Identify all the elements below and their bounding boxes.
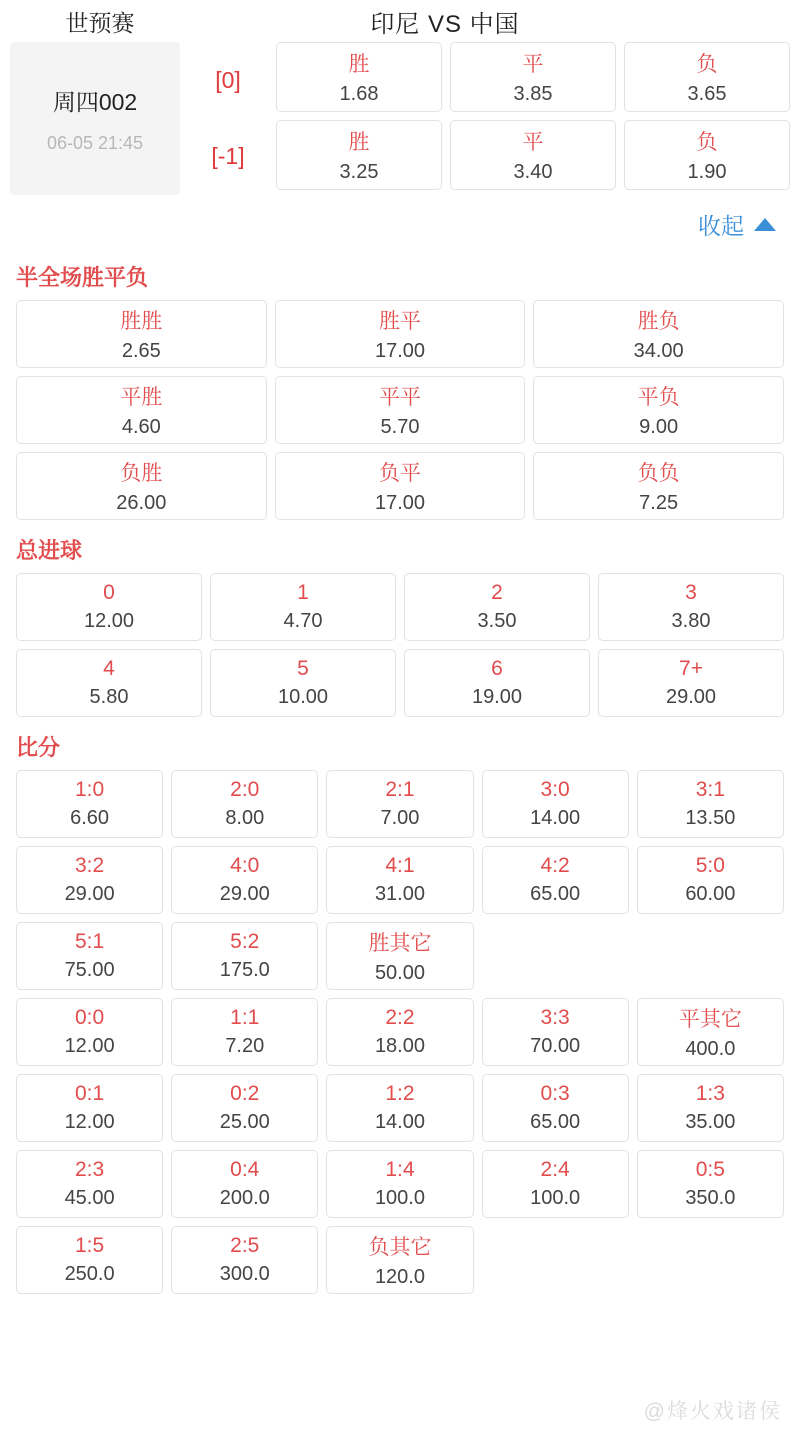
odds-value: 3.80 <box>671 610 711 632</box>
odds-value: 29.00 <box>665 686 717 708</box>
odds-label: 4 <box>103 657 115 680</box>
odds-value: 5.70 <box>380 416 420 438</box>
odds-value: 8.00 <box>225 807 265 829</box>
odds-label: 1:5 <box>74 1234 105 1257</box>
odds-label: 胜其它 <box>368 932 432 955</box>
odds-cell[interactable] <box>326 922 473 990</box>
odds-cell[interactable] <box>326 1150 473 1218</box>
odds-cell[interactable] <box>275 452 526 520</box>
odds-cell[interactable] <box>16 1226 163 1294</box>
odds-label: 胜胜 <box>120 310 163 333</box>
odds-cell-0-2[interactable] <box>624 42 790 112</box>
odds-label: 3 <box>685 581 697 604</box>
odds-value: 7.25 <box>639 492 679 514</box>
odds-cell[interactable] <box>16 1150 163 1218</box>
odds-label: 4:0 <box>230 854 260 877</box>
odds-label: 2:4 <box>540 1158 570 1181</box>
odds-cell-1-2[interactable] <box>624 120 790 190</box>
odds-label: 3:3 <box>540 1006 570 1029</box>
odds-label: 0:4 <box>230 1158 260 1181</box>
odds-label: 2:3 <box>74 1158 105 1181</box>
odds-label: 5 <box>297 657 309 680</box>
odds-cell[interactable] <box>326 1226 473 1294</box>
odds-label: 胜平 <box>378 310 421 333</box>
odds-cell[interactable] <box>482 846 629 914</box>
odds-value: 35.00 <box>685 1111 736 1133</box>
odds-label: 4:1 <box>385 854 415 877</box>
odds-label: 2:5 <box>230 1234 260 1257</box>
odds-cell[interactable] <box>533 376 784 444</box>
odds-label: 2 <box>491 581 503 604</box>
odds-cell[interactable] <box>326 770 473 838</box>
odds-value: 25.00 <box>219 1111 270 1133</box>
main-odds-rows <box>276 42 790 198</box>
odds-value: 70.00 <box>530 1035 581 1057</box>
odds-cell[interactable] <box>637 1150 784 1218</box>
odds-cell[interactable] <box>16 376 267 444</box>
collapse-toggle[interactable] <box>0 198 800 247</box>
match-datetime: 06-05 21:45 <box>46 132 144 153</box>
odds-label: 1:1 <box>230 1006 260 1029</box>
odds-value: 12.00 <box>83 610 135 632</box>
odds-cell[interactable] <box>326 846 473 914</box>
odds-label: 0:1 <box>74 1082 105 1105</box>
odds-cell[interactable] <box>171 770 318 838</box>
odds-cell[interactable] <box>16 770 163 838</box>
odds-value: 2.65 <box>121 340 161 362</box>
odds-value: 7.00 <box>380 807 420 829</box>
odds-value: 350.0 <box>685 1187 736 1209</box>
odds-cell[interactable] <box>275 300 526 368</box>
odds-label: 1:0 <box>74 778 105 801</box>
odds-label: 5:2 <box>230 930 260 953</box>
odds-cell[interactable] <box>16 922 163 990</box>
odds-cell[interactable] <box>637 770 784 838</box>
odds-value: 1.90 <box>687 161 727 183</box>
odds-value: 65.00 <box>530 1111 581 1133</box>
league-name: 世预赛 <box>65 9 135 36</box>
odds-label: 1 <box>297 581 309 604</box>
odds-label: 1:4 <box>385 1158 415 1181</box>
odds-value: 4.70 <box>283 610 323 632</box>
section-title: 半全场胜平负 <box>16 265 149 290</box>
odds-cell[interactable] <box>482 1150 629 1218</box>
odds-cell[interactable] <box>637 1074 784 1142</box>
odds-label: 3:1 <box>695 778 725 801</box>
odds-cell[interactable] <box>171 1226 318 1294</box>
odds-cell[interactable] <box>16 452 267 520</box>
odds-cell-0-1[interactable] <box>450 42 616 112</box>
odds-value: 4.60 <box>121 416 161 438</box>
odds-cell[interactable] <box>171 922 318 990</box>
odds-value: 31.00 <box>374 883 425 905</box>
odds-label: 平 <box>522 131 544 154</box>
odds-label: 1:3 <box>695 1082 725 1105</box>
odds-label: 0:2 <box>230 1082 260 1105</box>
odds-cell[interactable] <box>16 573 202 641</box>
odds-value: 175.0 <box>219 959 270 981</box>
odds-cell[interactable] <box>16 1074 163 1142</box>
odds-label: 胜 <box>348 53 370 76</box>
odds-cell-1-0[interactable] <box>276 120 442 190</box>
chevron-up-icon <box>754 218 776 231</box>
odds-label: 3:2 <box>74 854 105 877</box>
odds-label: 6 <box>491 657 503 680</box>
odds-value: 75.00 <box>64 959 115 981</box>
odds-value: 250.0 <box>64 1263 115 1285</box>
grid-cell-empty <box>637 922 784 990</box>
odds-label: 负负 <box>637 462 680 485</box>
odds-label: 0:5 <box>695 1158 725 1181</box>
odds-cell[interactable] <box>404 573 590 641</box>
odds-value: 12.00 <box>64 1111 115 1133</box>
odds-label: 胜负 <box>637 310 680 333</box>
odds-value: 65.00 <box>530 883 581 905</box>
odds-row-1 <box>276 120 790 190</box>
odds-value: 34.00 <box>633 340 684 362</box>
section-grid <box>0 770 800 1294</box>
odds-value: 100.0 <box>374 1187 425 1209</box>
odds-label: 平平 <box>378 386 421 409</box>
odds-value: 6.60 <box>70 807 110 829</box>
odds-value: 12.00 <box>64 1035 115 1057</box>
odds-value: 29.00 <box>219 883 270 905</box>
handicap-label-0: [0] <box>215 66 241 93</box>
odds-cell[interactable] <box>210 649 396 717</box>
odds-cell[interactable] <box>482 770 629 838</box>
odds-label: 2:1 <box>385 778 415 801</box>
odds-label: 平胜 <box>120 386 163 409</box>
odds-value: 14.00 <box>530 807 581 829</box>
odds-cell[interactable] <box>171 846 318 914</box>
section-title: 总进球 <box>16 538 83 563</box>
odds-value: 7.20 <box>225 1035 265 1057</box>
odds-label: 平其它 <box>678 1008 742 1031</box>
odds-value: 19.00 <box>471 686 523 708</box>
odds-value: 3.65 <box>687 83 727 105</box>
odds-cell[interactable] <box>16 998 163 1066</box>
odds-value: 60.00 <box>685 883 736 905</box>
odds-cell[interactable] <box>533 452 784 520</box>
odds-cell[interactable] <box>326 998 473 1066</box>
odds-value: 18.00 <box>374 1035 425 1057</box>
odds-value: 200.0 <box>219 1187 270 1209</box>
odds-label: 负 <box>696 131 718 154</box>
odds-value: 100.0 <box>530 1187 581 1209</box>
odds-cell[interactable] <box>598 573 784 641</box>
odds-label: 负平 <box>378 462 421 485</box>
odds-value: 45.00 <box>64 1187 115 1209</box>
odds-cell[interactable] <box>171 1074 318 1142</box>
odds-cell[interactable] <box>275 376 526 444</box>
odds-label: 平负 <box>637 386 680 409</box>
odds-cell[interactable] <box>637 998 784 1066</box>
odds-label: 平 <box>522 53 544 76</box>
odds-value: 9.00 <box>639 416 679 438</box>
handicap-column <box>180 42 276 194</box>
odds-value: 13.50 <box>685 807 736 829</box>
odds-label: 2:0 <box>230 778 260 801</box>
odds-label: 3:0 <box>540 778 570 801</box>
odds-cell[interactable] <box>637 846 784 914</box>
section-grid <box>0 300 800 520</box>
odds-cell-0-0[interactable] <box>276 42 442 112</box>
odds-value: 3.40 <box>513 161 553 183</box>
odds-value: 50.00 <box>374 962 425 984</box>
odds-label: 0 <box>103 581 115 604</box>
page-header <box>0 0 800 42</box>
match-title: 印尼 VS 中国 <box>370 10 520 38</box>
odds-cell-1-1[interactable] <box>450 120 616 190</box>
odds-value: 1.68 <box>339 83 379 105</box>
odds-cell[interactable] <box>482 1074 629 1142</box>
odds-label: 0:3 <box>540 1082 570 1105</box>
odds-cell[interactable] <box>326 1074 473 1142</box>
odds-label: 负其它 <box>368 1236 432 1259</box>
odds-row-0 <box>276 42 790 112</box>
collapse-label: 收起 <box>698 213 744 239</box>
odds-cell[interactable] <box>533 300 784 368</box>
odds-value: 400.0 <box>685 1038 736 1060</box>
match-number: 周四002 <box>52 88 138 115</box>
match-info-card[interactable] <box>10 42 180 195</box>
odds-label: 2:2 <box>385 1006 415 1029</box>
odds-value: 3.25 <box>339 161 379 183</box>
odds-cell[interactable] <box>404 649 590 717</box>
odds-value: 120.0 <box>374 1266 425 1288</box>
odds-value: 14.00 <box>374 1111 425 1133</box>
odds-value: 17.00 <box>374 340 426 362</box>
odds-value: 26.00 <box>116 492 167 514</box>
odds-label: 胜 <box>348 131 370 154</box>
odds-cell[interactable] <box>16 300 267 368</box>
odds-value: 10.00 <box>277 686 329 708</box>
odds-value: 3.85 <box>513 83 553 105</box>
grid-cell-empty <box>482 922 629 990</box>
section-grid <box>0 573 800 717</box>
odds-cell[interactable] <box>482 998 629 1066</box>
watermark: @烽火戏诸侯 <box>643 1400 782 1423</box>
odds-value: 5.80 <box>89 686 129 708</box>
odds-cell[interactable] <box>171 1150 318 1218</box>
odds-sections <box>0 247 800 1294</box>
odds-cell[interactable] <box>210 573 396 641</box>
odds-label: 7+ <box>679 657 703 680</box>
odds-cell[interactable] <box>598 649 784 717</box>
odds-label: 5:1 <box>74 930 105 953</box>
odds-cell[interactable] <box>16 649 202 717</box>
main-odds-block <box>0 42 800 198</box>
odds-label: 1:2 <box>385 1082 415 1105</box>
odds-label: 5:0 <box>695 854 725 877</box>
handicap-label-1: [-1] <box>211 142 245 169</box>
odds-value: 29.00 <box>64 883 115 905</box>
odds-value: 3.50 <box>477 610 517 632</box>
odds-cell[interactable] <box>171 998 318 1066</box>
odds-label: 负胜 <box>120 462 163 485</box>
odds-label: 负 <box>696 53 718 76</box>
odds-label: 4:2 <box>540 854 570 877</box>
odds-value: 17.00 <box>374 492 426 514</box>
odds-cell[interactable] <box>16 846 163 914</box>
odds-label: 0:0 <box>74 1006 105 1029</box>
odds-value: 300.0 <box>219 1263 270 1285</box>
section-title: 比分 <box>16 735 61 760</box>
